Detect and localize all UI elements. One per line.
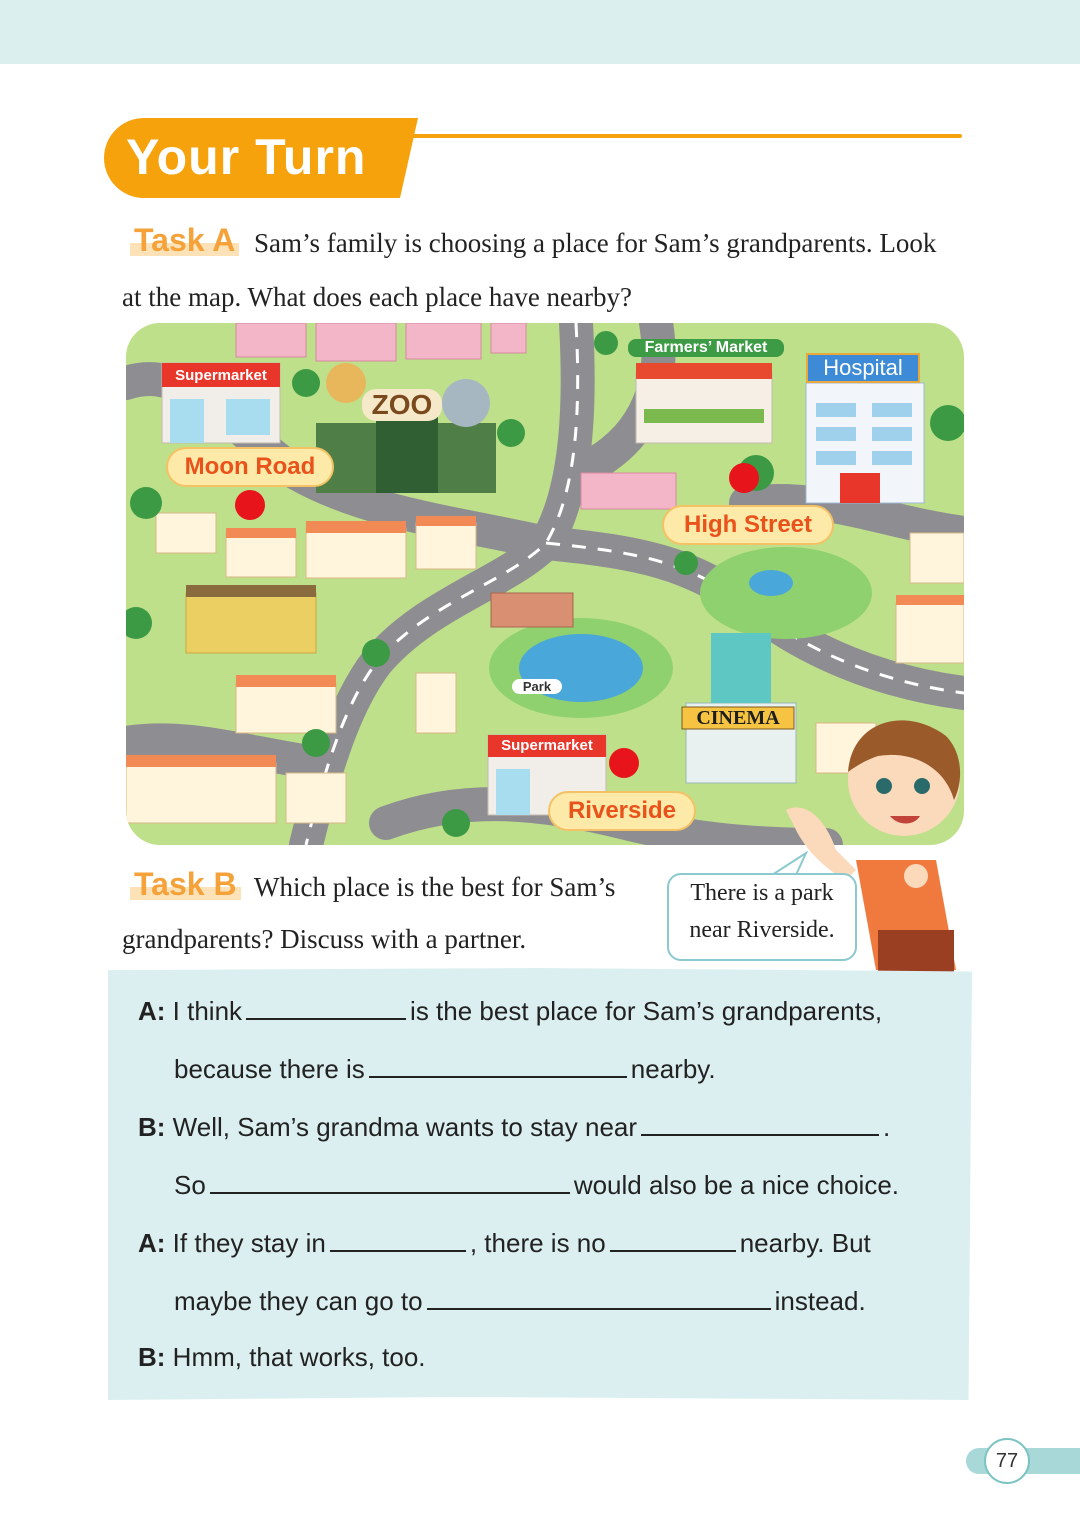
- zoo-sign: ZOO: [362, 389, 442, 421]
- dialogue-text: So: [174, 1170, 206, 1200]
- hospital-sign: Hospital: [806, 353, 920, 383]
- answer-blank[interactable]: [369, 1052, 627, 1078]
- heading-rule: [400, 134, 962, 138]
- dialogue-text: because there is: [174, 1054, 365, 1084]
- answer-blank[interactable]: [210, 1168, 570, 1194]
- speaker-label: A:: [138, 1228, 166, 1258]
- dialogue-line-3: [138, 1110, 890, 1143]
- supermarket-sign-2: Supermarket: [501, 737, 593, 754]
- dialogue-text: If they stay in: [172, 1228, 326, 1258]
- speech-bubble-line1: There is a park: [690, 880, 834, 906]
- dialogue-line-6: [174, 1284, 866, 1317]
- task-b-label: Task B: [134, 866, 237, 903]
- speech-bubble-line2: near Riverside.: [689, 917, 835, 943]
- dialogue-text: , there is no: [469, 1228, 606, 1258]
- task-b-instruction-line2: grandparents? Discuss with a partner.: [122, 924, 527, 954]
- dialogue-line-5: [138, 1226, 871, 1259]
- top-band: [0, 0, 1080, 64]
- speech-bubble: [667, 873, 857, 961]
- speaker-label: B:: [138, 1342, 166, 1372]
- cinema-sign: CINEMA: [696, 707, 780, 729]
- dialogue-text: I think: [172, 996, 243, 1026]
- dialogue-line-7: [138, 1342, 426, 1373]
- dialogue-line-1: [138, 994, 882, 1027]
- dialogue-text: instead.: [774, 1286, 866, 1316]
- task-a-label: Task A: [134, 222, 235, 259]
- riverside-label: Riverside: [548, 791, 696, 831]
- answer-blank[interactable]: [427, 1284, 771, 1310]
- dialogue-text: Hmm, that works, too.: [172, 1342, 426, 1372]
- dialogue-line-2: [174, 1052, 716, 1085]
- dialogue-text: would also be a nice choice.: [573, 1170, 900, 1200]
- supermarket-sign-1: Supermarket: [175, 367, 267, 384]
- moon-road-label: Moon Road: [166, 447, 334, 487]
- task-b-instruction-line1: Which place is the best for Sam’s: [254, 872, 616, 902]
- high-street-label: High Street: [662, 505, 834, 545]
- answer-blank[interactable]: [610, 1226, 736, 1252]
- farmers-market-sign: Farmers’ Market: [628, 339, 784, 357]
- answer-blank[interactable]: [641, 1110, 879, 1136]
- answer-blank[interactable]: [246, 994, 406, 1020]
- task-a-instruction-line2: at the map. What does each place have nearby?: [122, 282, 632, 312]
- dialogue-text: nearby.: [630, 1054, 716, 1084]
- dialogue-text: .: [883, 1112, 891, 1142]
- speaker-label: B:: [138, 1112, 166, 1142]
- task-a-instruction-line1: Sam’s family is choosing a place for Sam’s grandparents. Look: [254, 228, 937, 258]
- dialogue-text: Well, Sam’s grandma wants to stay near: [172, 1112, 638, 1142]
- dialogue-text: maybe they can go to: [174, 1286, 423, 1316]
- dialogue-text: nearby. But: [739, 1228, 871, 1258]
- page-heading: Your Turn: [126, 129, 367, 185]
- park-sign: Park: [512, 679, 562, 694]
- answer-blank[interactable]: [330, 1226, 466, 1252]
- dialogue-line-4: [174, 1168, 899, 1201]
- speaker-label: A:: [138, 996, 166, 1026]
- page-number: 77: [984, 1438, 1030, 1484]
- dialogue-text: is the best place for Sam’s grandparents,: [410, 996, 883, 1026]
